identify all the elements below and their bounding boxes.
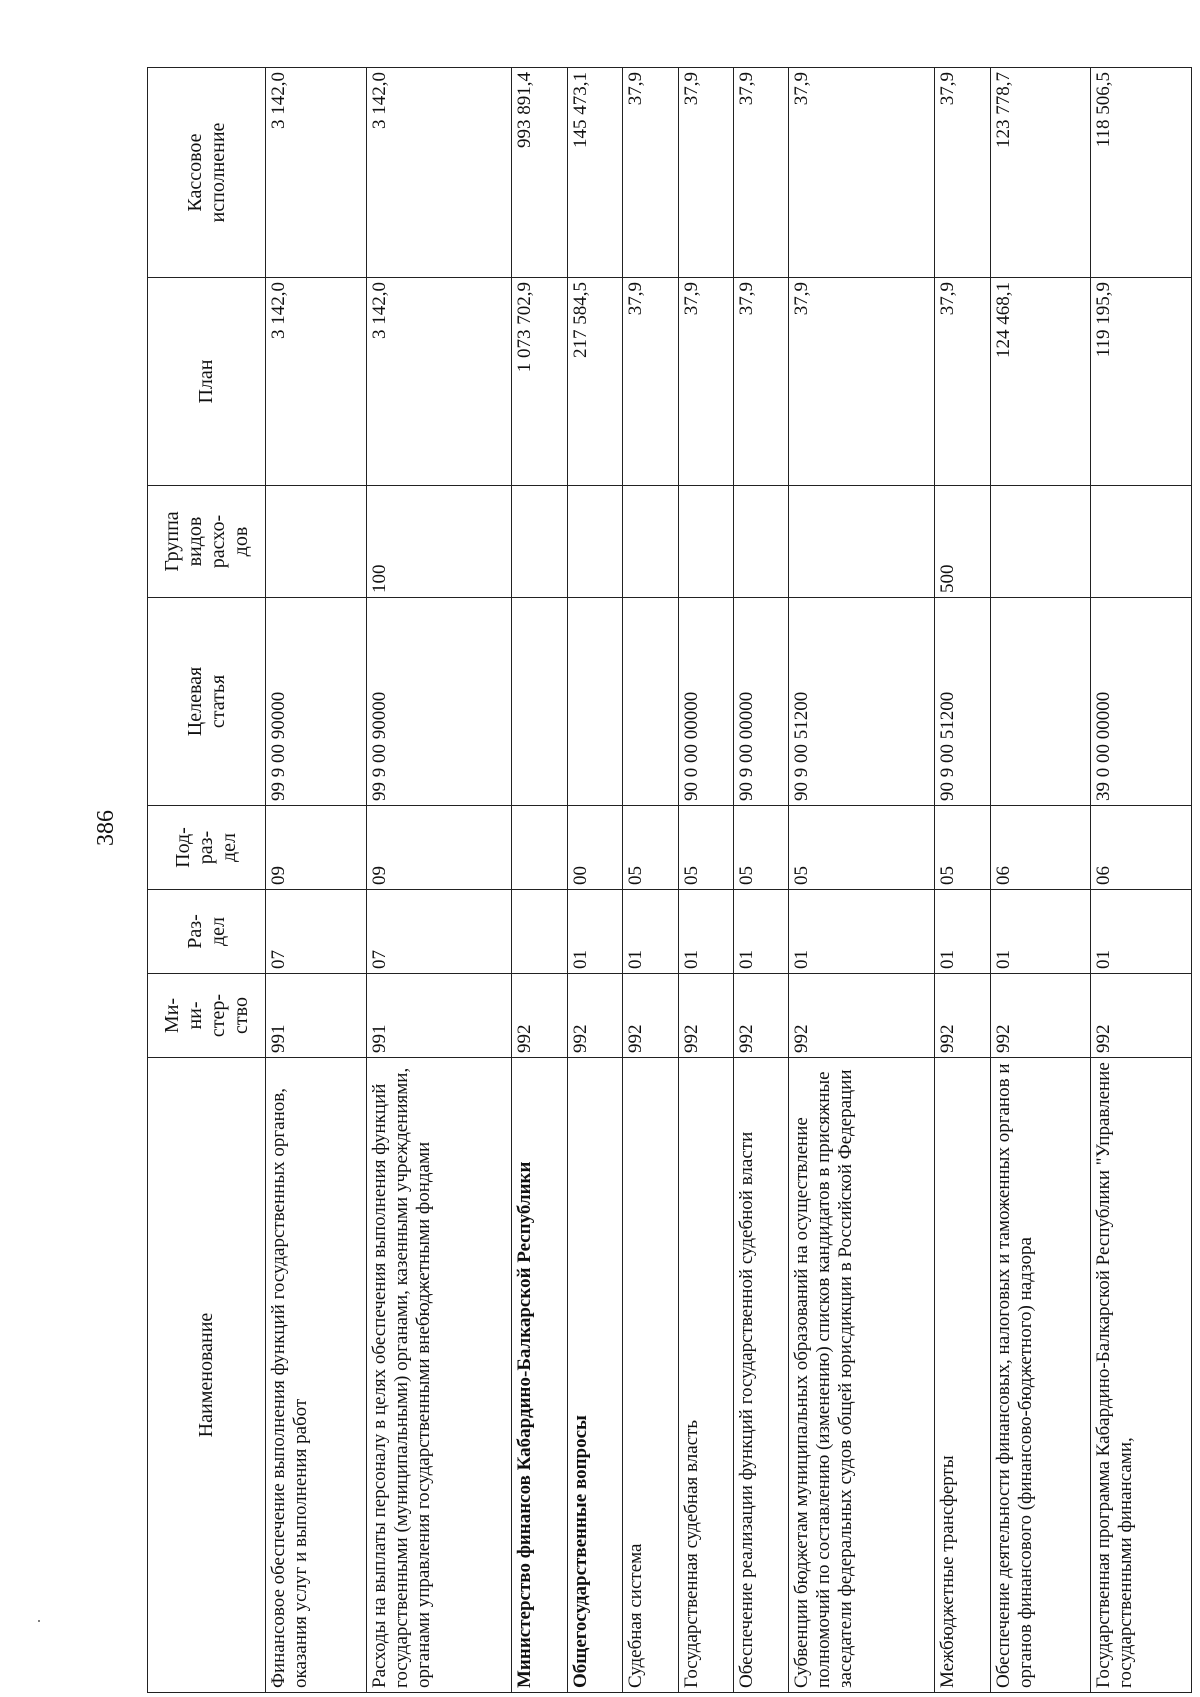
table-row	[990, 68, 1091, 1693]
row-plan: 124 468,1	[990, 278, 1091, 486]
table-header-row	[148, 68, 266, 1693]
row-target: 90 9 00 51200	[935, 598, 990, 806]
row-target: 39 0 00 00000	[1091, 598, 1192, 806]
row-exec: 37,9	[623, 68, 678, 278]
row-name: Государственная программа Кабардино-Балкарской Республики "Управление государственными финансами,	[1091, 1058, 1192, 1693]
row-subsection: 09	[266, 806, 367, 890]
header-exec: Кассовое исполнение	[148, 68, 266, 278]
table-row	[1091, 68, 1192, 1693]
row-section: 07	[366, 890, 512, 974]
row-exec: 145 473,1	[567, 68, 622, 278]
row-name: Субвенции бюджетам муниципальных образований на осуществление полномочий по составлению (изменению) списков кандидатов в присяжные заседатели федеральных судов общей юрисдикции в Российской Федерации	[789, 1058, 935, 1693]
table-row	[567, 68, 622, 1693]
row-ministry: 992	[678, 974, 733, 1058]
row-ministry: 992	[789, 974, 935, 1058]
row-exec: 3 142,0	[266, 68, 367, 278]
row-plan: 1 073 702,9	[512, 278, 567, 486]
row-name: Судебная система	[623, 1058, 678, 1693]
row-section: 01	[567, 890, 622, 974]
row-subsection: 06	[1091, 806, 1192, 890]
rotated-table-content	[147, 68, 1192, 1693]
row-target	[990, 598, 1091, 806]
row-exec: 123 778,7	[990, 68, 1091, 278]
row-section: 01	[678, 890, 733, 974]
row-section: 01	[734, 890, 789, 974]
row-exec: 3 142,0	[366, 68, 512, 278]
row-exec: 37,9	[935, 68, 990, 278]
row-name: Министерство финансов Кабардино-Балкарской Республики	[512, 1058, 567, 1693]
row-ministry: 992	[990, 974, 1091, 1058]
row-group	[789, 486, 935, 598]
row-group	[1091, 486, 1192, 598]
row-plan: 37,9	[935, 278, 990, 486]
row-plan: 37,9	[623, 278, 678, 486]
row-name: Финансовое обеспечение выполнения функций государственных органов, оказания услуг и выполнения работ	[266, 1058, 367, 1693]
row-subsection: 09	[366, 806, 512, 890]
row-target: 90 0 00 00000	[678, 598, 733, 806]
row-ministry: 991	[266, 974, 367, 1058]
row-group	[678, 486, 733, 598]
row-group	[990, 486, 1091, 598]
row-ministry: 992	[935, 974, 990, 1058]
table-row	[512, 68, 567, 1693]
row-exec: 37,9	[789, 68, 935, 278]
row-subsection: 00	[567, 806, 622, 890]
row-target: 99 9 00 90000	[366, 598, 512, 806]
row-target	[512, 598, 567, 806]
header-section: Раз- дел	[148, 890, 266, 974]
row-group	[512, 486, 567, 598]
row-subsection: 05	[678, 806, 733, 890]
row-group	[567, 486, 622, 598]
row-target	[623, 598, 678, 806]
row-name: Обеспечение деятельности финансовых, налоговых и таможенных органов и органов финансового (финансово-бюджетного) надзора	[990, 1058, 1091, 1693]
row-section: 01	[789, 890, 935, 974]
row-name: Расходы на выплаты персоналу в целях обеспечения выполнения функций государственными (муниципальными) органами, казенными учреждениями, органами управления государственными внебюджетными фондами	[366, 1058, 512, 1693]
row-exec: 118 506,5	[1091, 68, 1192, 278]
header-name: Наименование	[148, 1058, 266, 1693]
row-target: 90 9 00 51200	[789, 598, 935, 806]
row-section	[512, 890, 567, 974]
budget-table	[147, 67, 1192, 1693]
header-target: Целевая статья	[148, 598, 266, 806]
row-ministry: 992	[623, 974, 678, 1058]
row-plan: 3 142,0	[366, 278, 512, 486]
row-group: 500	[935, 486, 990, 598]
row-plan: 217 584,5	[567, 278, 622, 486]
header-ministry: Ми- ни- стер- ство	[148, 974, 266, 1058]
row-subsection: 06	[990, 806, 1091, 890]
row-exec: 37,9	[678, 68, 733, 278]
row-section: 01	[990, 890, 1091, 974]
row-subsection: 05	[935, 806, 990, 890]
rotated-table-frame	[147, 68, 1192, 1693]
header-subsection: Под- раз- дел	[148, 806, 266, 890]
row-ministry: 992	[734, 974, 789, 1058]
table-row	[266, 68, 367, 1693]
row-exec: 993 891,4	[512, 68, 567, 278]
row-section: 07	[266, 890, 367, 974]
row-name: Обеспечение реализации функций государственной судебной власти	[734, 1058, 789, 1693]
row-section: 01	[1091, 890, 1192, 974]
row-exec: 37,9	[734, 68, 789, 278]
row-group	[734, 486, 789, 598]
row-subsection: 05	[789, 806, 935, 890]
row-name: Государственная судебная власть	[678, 1058, 733, 1693]
row-name: Межбюджетные трансферты	[935, 1058, 990, 1693]
row-group	[266, 486, 367, 598]
row-section: 01	[935, 890, 990, 974]
row-group: 100	[366, 486, 512, 598]
row-target: 99 9 00 90000	[266, 598, 367, 806]
row-plan: 37,9	[789, 278, 935, 486]
page-number: 386	[93, 810, 119, 846]
row-name: Общегосударственные вопросы	[567, 1058, 622, 1693]
row-ministry: 992	[1091, 974, 1192, 1058]
row-target: 90 9 00 00000	[734, 598, 789, 806]
row-plan: 37,9	[678, 278, 733, 486]
table-row	[678, 68, 733, 1693]
row-plan: 37,9	[734, 278, 789, 486]
scan-speck	[38, 1620, 40, 1622]
row-ministry: 992	[512, 974, 567, 1058]
row-section: 01	[623, 890, 678, 974]
header-group: Группа видов расхо- дов	[148, 486, 266, 598]
row-group	[623, 486, 678, 598]
row-subsection	[512, 806, 567, 890]
row-subsection: 05	[734, 806, 789, 890]
table-row	[366, 68, 512, 1693]
table-row	[623, 68, 678, 1693]
row-plan: 119 195,9	[1091, 278, 1192, 486]
row-subsection: 05	[623, 806, 678, 890]
header-plan: План	[148, 278, 266, 486]
row-plan: 3 142,0	[266, 278, 367, 486]
table-row	[935, 68, 990, 1693]
row-ministry: 992	[567, 974, 622, 1058]
row-ministry: 991	[366, 974, 512, 1058]
table-row	[734, 68, 789, 1693]
table-row	[789, 68, 935, 1693]
row-target	[567, 598, 622, 806]
